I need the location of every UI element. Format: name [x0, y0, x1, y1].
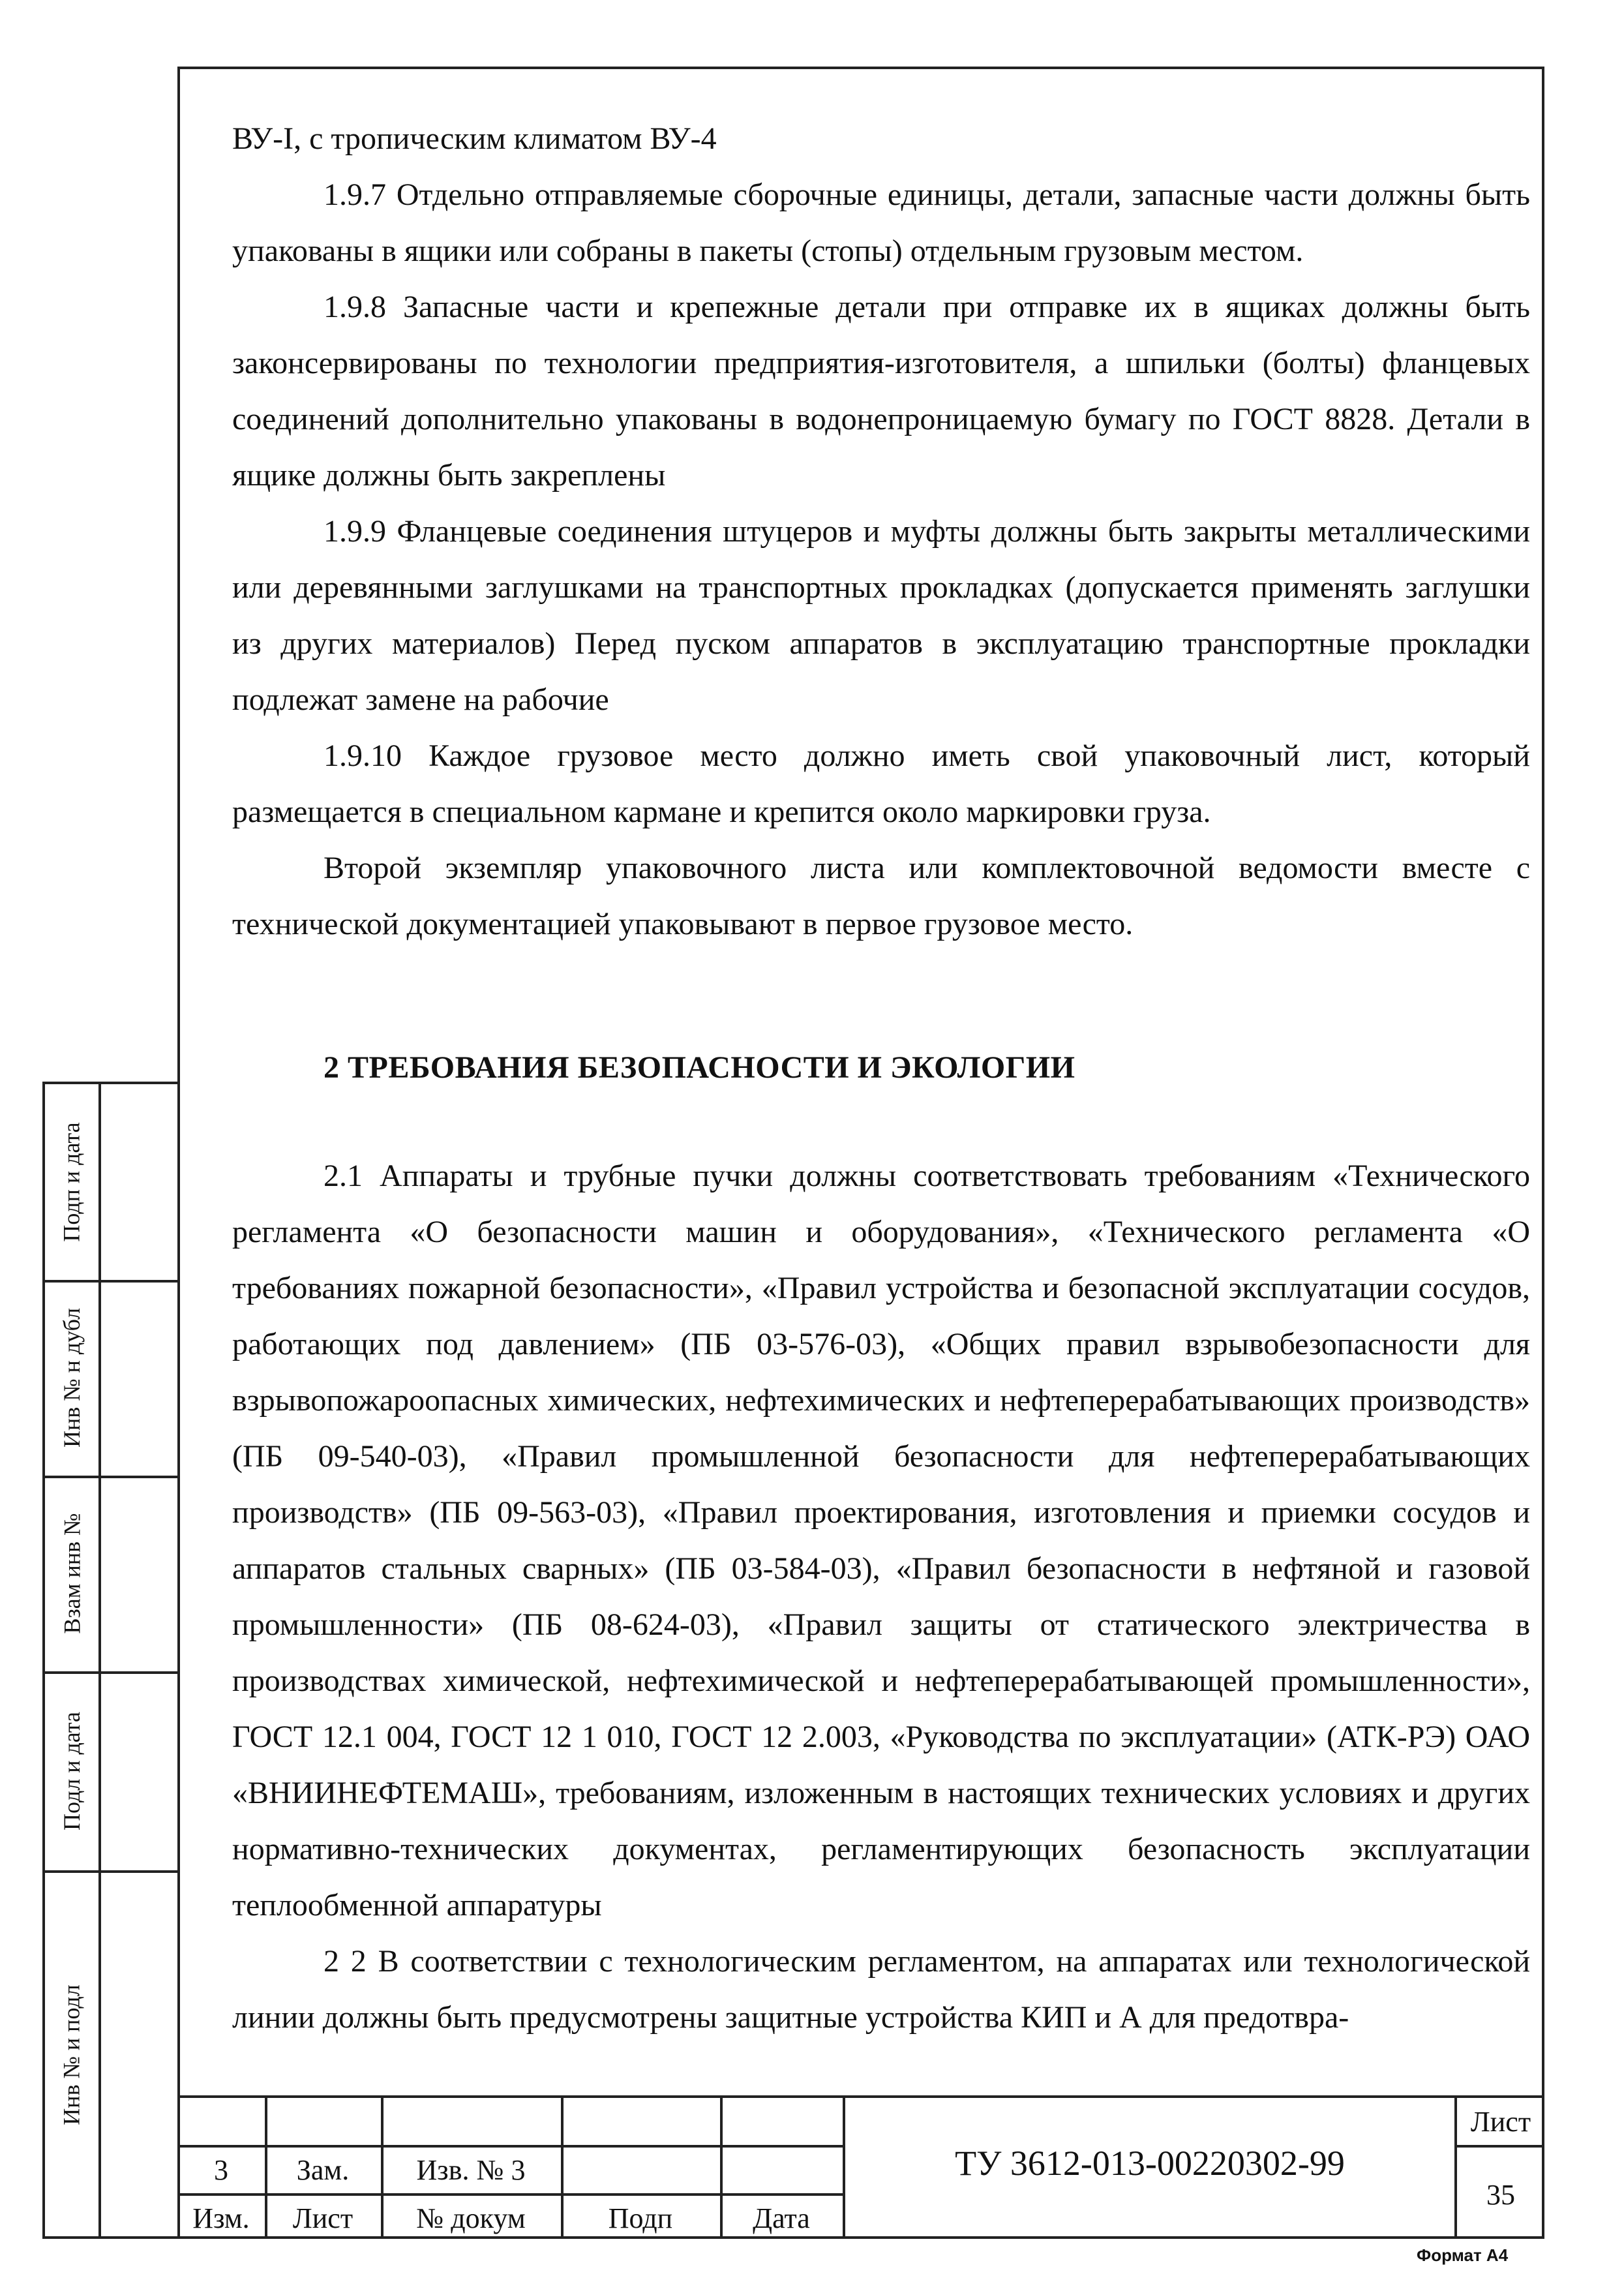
paragraph: 2 2 В соответствии с технологическим регламентом, на аппаратах или технологической линии должны быть предусмотрены защитные устройства КИП и А для предотвра- — [232, 1944, 1530, 2035]
section-heading: 2 ТРЕБОВАНИЯ БЕЗОПАСНОСТИ И ЭКОЛОГИИ — [323, 1050, 1075, 1085]
tb-header-doc: № докум — [416, 2202, 526, 2234]
paragraph: 1.9.9 Фланцевые соединения штуцеров и муфты должны быть закрыты металлическими или деревянными заглушками на транспортных прокладках (допускается применять заглушки из других материалов) Перед пуском аппаратов в эксплуатацию транспортные прокладки подлежат замене на рабочие — [232, 514, 1530, 717]
tb-signature — [561, 2146, 720, 2193]
tb-header-date: Дата — [753, 2202, 810, 2234]
tb-header-list: Лист — [292, 2202, 353, 2234]
tb-change-number: 3 — [214, 2153, 228, 2186]
paragraph: 1.9.7 Отдельно отправляемые сборочные единицы, детали, запасные части должны быть упакованы в ящики или собраны в пакеты (стопы) отдельным грузовым местом. — [232, 177, 1530, 268]
document-number: ТУ 3612-013-00220302-99 — [955, 2144, 1345, 2183]
paragraph: 2.1 Аппараты и трубные пучки должны соответствовать требованиям «Технического регламента «О безопасности машин и оборудования», «Технического регламента «О требованиях пожарной безопасности», «Правил устройства и безопасной эксплуатации сосудов, работающих под давлением» (ПБ 03-576-03), «Общих правил взрывобезопасности для взрывопожароопасных химических, нефтехимических и нефтеперерабатывающих производств» (ПБ 09-540-03), «Правил промышленной безопасности для нефтеперерабатывающих производств» (ПБ 09-563-03), «Правил проектирования, изготовления и приемки сосудов и аппаратов стальных сварных» (ПБ 03-584-03), «Правил безопасности в нефтяной и газовой промышленности» (ПБ 08-624-03), «Правил защиты от статического электричества в производствах химической, нефтехимической и нефтеперерабатывающей промышленности», ГОСТ 12.1 004, ГОСТ 12 1 010, ГОСТ 12 2.003, «Руководства по эксплуатации» (АТК-РЭ) ОАО «ВНИИНЕФТЕМАШ», требованиям, изложенным в настоящих технических условиях и других нормативно-технических документах, регламентирующих безопасность эксплуатации теплообменной аппаратуры — [232, 1159, 1530, 1922]
tb-notice-number: Изв. № 3 — [416, 2153, 526, 2186]
paragraph: 1.9.10 Каждое грузовое место должно иметь свой упаковочный лист, который размещается в специальном кармане и крепится около маркировки груза. — [232, 738, 1530, 829]
body-text-top — [232, 111, 1530, 952]
paragraph: Второй экземпляр упаковочного листа или комплектовочной ведомости вместе с технической документацией упаковывают в первое грузовое место. — [232, 851, 1530, 941]
sidebar-divider — [98, 1084, 101, 2236]
body-text-bottom — [232, 1148, 1530, 2046]
format-label: Формат А4 — [1417, 2245, 1509, 2265]
title-block — [177, 2095, 1544, 2239]
tb-header-izm: Изм. — [192, 2202, 250, 2234]
sidebar-label-vzam-inv: Взам инв № — [59, 1513, 85, 1634]
paragraph: ВУ-I, с тропическим климатом ВУ-4 — [232, 121, 717, 156]
tb-date — [720, 2146, 843, 2193]
paragraph: 1.9.8 Запасные части и крепежные детали при отправке их в ящиках должны быть законсервированы по технологии предприятия-изготовителя, а шпильки (болты) фланцевых соединений дополнительно упакованы в водонепроницаемую бумагу по ГОСТ 8828. Детали в ящике должны быть закреплены — [232, 290, 1530, 493]
sidebar-label-podl-date: Подл и дата — [59, 1711, 85, 1830]
sidebar-label-sign-date: Подп и дата — [59, 1122, 85, 1242]
sheet-label: Лист — [1470, 2105, 1531, 2138]
sidebar-label-inv-podl: Инв № и подл — [59, 1984, 85, 2125]
tb-header-sign: Подп — [608, 2202, 673, 2234]
sidebar-label-inv-dubl: Инв № н дубл — [59, 1307, 85, 1448]
sheet-number: 35 — [1486, 2178, 1515, 2211]
approval-sidebar — [42, 1082, 177, 2239]
tb-change-type: Зам. — [296, 2153, 350, 2186]
